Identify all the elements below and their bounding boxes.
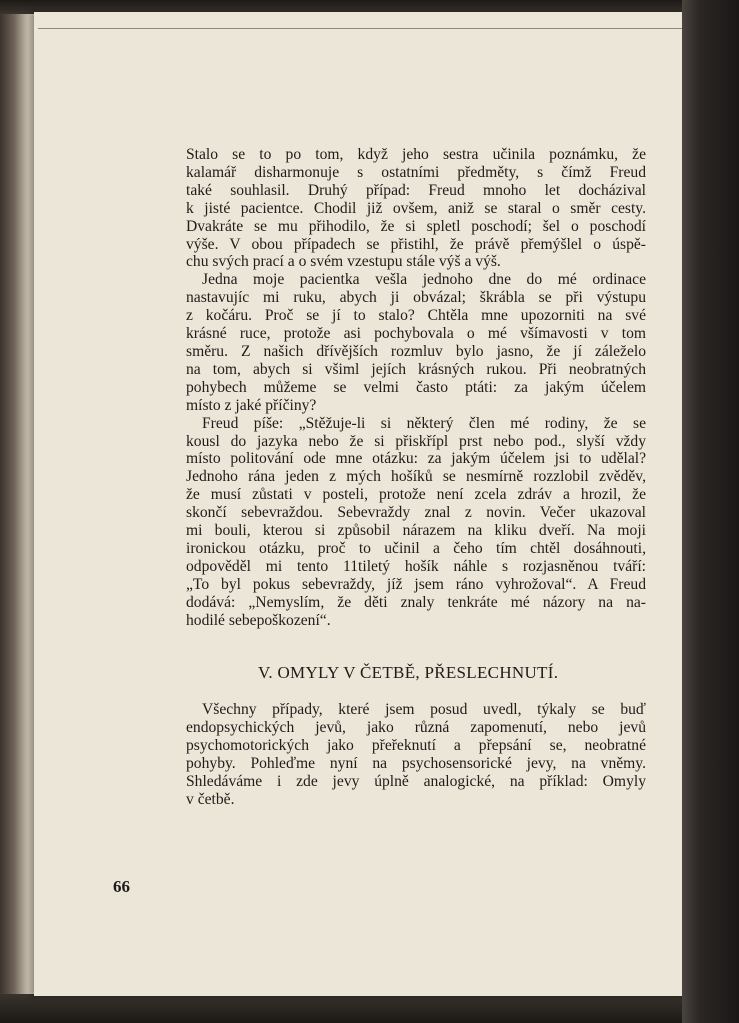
- text-line: Jedna moje pacientka vešla jednoho dne do mé ordinace: [202, 271, 646, 289]
- text-line: „To byl pokus sebevraždy, jíž jsem ráno vyhrožoval“. A Freud: [186, 575, 646, 593]
- text-line: místo politování ode mne otázku: za jakým účelem jsi to udělal?: [186, 450, 646, 468]
- text-line: Shledáváme i zde jevy úplně analogické, na příklad: Omyly: [186, 772, 646, 790]
- text-line: Freud píše: „Stěžuje-li si některý člen mé rodiny, že se: [202, 414, 646, 432]
- text-line: Stalo se to po tom, když jeho sestra učinila poznámku, že: [186, 146, 646, 163]
- text-line: skončí sebevraždou. Sebevraždy znal z novin. Večer ukazoval: [186, 504, 646, 522]
- paragraph-2: [186, 271, 646, 414]
- text-line: Všechny případy, které jsem posud uvedl, týkaly se buď: [202, 701, 646, 718]
- text-line: z kočáru. Proč se jí to stalo? Chtěla mne upozorniti na své: [186, 307, 646, 325]
- text-line: endopsychických jevů, jako různá zapomenutí, nebo jevů: [186, 718, 646, 736]
- text-line: kalamář disharmonuje s ostatními předměty, s čímž Freud: [186, 163, 646, 181]
- text-line: Dvakráte se mu přihodilo, že si spletl poschodí; šel o poschodí: [186, 217, 646, 235]
- text-line: výše. V obou případech se přistihl, že právě přemýšlel o úspě-: [186, 235, 646, 253]
- text-line: ironickou otázku, proč to učinil a čeho tím chtěl dosáhnouti,: [186, 539, 646, 557]
- text-line: Jednoho rána jeden z mých hošíků se nesmírně rozzlobil zvěděv,: [186, 468, 646, 486]
- text-line: k jisté pacientce. Chodil již ovšem, aniž se staral o směr cesty.: [186, 199, 646, 217]
- paragraph-4: [186, 701, 646, 808]
- text-line: kousl do jazyka nebo že si přiskřípl prst nebo pod., slyší vždy: [186, 432, 646, 450]
- paragraph-3: [186, 415, 646, 630]
- text-line: pohyby. Pohleďme nyní na psychosensorické jevy, na vněmy.: [186, 754, 646, 772]
- text-line: že musí zůstati v posteli, protože není zcela zdráv a hrozil, že: [186, 486, 646, 504]
- paragraph-1: [186, 146, 646, 271]
- text-line: mi bouli, kterou si způsobil nárazem na kliku dveří. Na moji: [186, 522, 646, 540]
- text-line: odpověděl mi tento 11tiletý hošík náhle s rozjasněnou tváří:: [186, 557, 646, 575]
- text-line: pohybech můžeme se velmi často ptáti: za jakým účelem: [186, 378, 646, 396]
- text-line: v četbě.: [186, 790, 235, 808]
- text-line: místo z jaké příčiny?: [186, 396, 317, 414]
- page-stack-bottom: [0, 994, 739, 1023]
- book-cover-edge: [682, 0, 739, 1023]
- page-edge-line: [38, 28, 686, 29]
- page-number: 66: [113, 877, 130, 896]
- text-line: nastavujíc mi ruku, abych ji obvázal; škrábla se při výstupu: [186, 289, 646, 307]
- text-line: krásné ruce, protože asi pochybovala o mé všímavosti v tom: [186, 325, 646, 343]
- text-line: také souhlasil. Druhý případ: Freud mnoho let docházival: [186, 181, 646, 199]
- chapter-heading: V. OMYLY V ČETBĚ, PŘESLECHNUTÍ.: [258, 663, 559, 682]
- body-text-lower: [186, 701, 646, 808]
- text-line: hodilé sebepoškození“.: [186, 611, 331, 629]
- text-line: chu svých prací a o svém vzestupu stále výš a výš.: [186, 253, 501, 271]
- text-line: na tom, abych si všiml jejích krásných rukou. Při neobratných: [186, 360, 646, 378]
- text-line: směru. Z našich dřívějších rozmluv bylo jasno, že jí záleželo: [186, 342, 646, 360]
- text-line: dodává: „Nemyslím, že děti znaly tenkráte mé názory na na-: [186, 593, 646, 611]
- text-line: psychomotorických jako přeřeknutí a přepsání se, neobratné: [186, 736, 646, 754]
- body-text-upper: [186, 146, 646, 629]
